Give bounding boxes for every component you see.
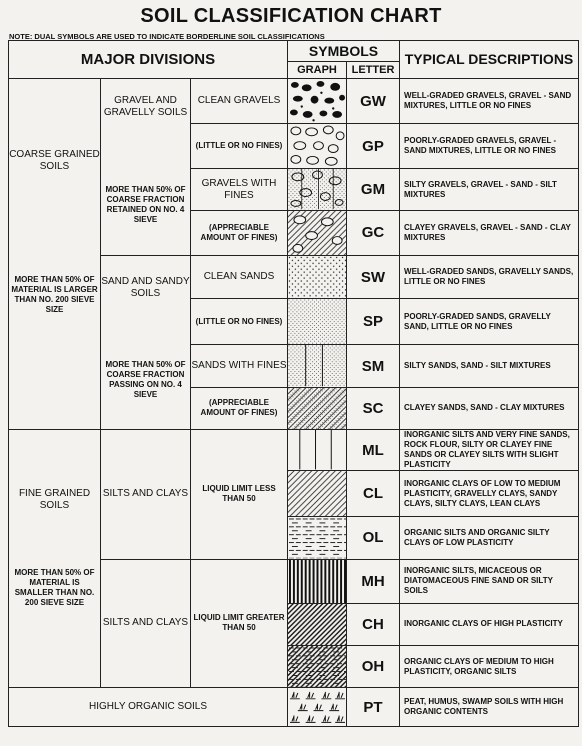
desc-ml: INORGANIC SILTS AND VERY FINE SANDS, ROCK FLOUR, SILTY OR CLAYEY FINE SANDS OR CLAYEY SILTS WITH SLIGHT PLASTICITY <box>400 430 579 471</box>
gravels-with-fines-label: GRAVELS WITH FINES <box>191 169 288 210</box>
sand-label: SAND AND SANDY SOILS <box>101 276 190 299</box>
desc-sc: CLAYEY SANDS, SAND - CLAY MIXTURES <box>400 387 579 429</box>
desc-cl: INORGANIC CLAYS OF LOW TO MEDIUM PLASTICITY, GRAVELLY CLAYS, SANDY CLAYS, SILTY CLAYS, LEAN CLAYS <box>400 471 579 517</box>
chart-title: SOIL CLASSIFICATION CHART <box>140 5 442 27</box>
chart-note: NOTE: DUAL SYMBOLS ARE USED TO INDICATE BORDERLINE SOIL CLASSIFICATIONS <box>9 32 325 41</box>
desc-mh: INORGANIC SILTS, MICACEOUS OR DIATOMACEOUS FINE SAND OR SILTY SOILS <box>400 559 579 603</box>
typical-descriptions-header: TYPICAL DESCRIPTIONS <box>400 41 579 79</box>
desc-oh: ORGANIC CLAYS OF MEDIUM TO HIGH PLASTICITY, ORGANIC SILTS <box>400 646 579 688</box>
letter-gc: GC <box>347 210 400 255</box>
letter-sw: SW <box>347 256 400 299</box>
letter-sp: SP <box>347 299 400 345</box>
sands-with-fines-note: (APPRECIABLE AMOUNT OF FINES) <box>191 387 288 429</box>
pt-pattern <box>288 688 347 726</box>
letter-sc: SC <box>347 387 400 429</box>
silts-clays-high-label: SILTS AND CLAYS <box>101 559 191 688</box>
gravel-cell <box>101 79 191 256</box>
major-divisions-header: MAJOR DIVISIONS <box>9 41 288 79</box>
fine-grained-note: MORE THAN 50% OF MATERIAL IS SMALLER THAN NO. 200 SIEVE SIZE <box>14 568 95 608</box>
ch-pattern <box>288 603 347 645</box>
gc-pattern <box>288 210 347 255</box>
desc-ch: INORGANIC CLAYS OF HIGH PLASTICITY <box>400 603 579 645</box>
coarse-grained-label: COARSE GRAINED SOILS <box>9 149 100 172</box>
clean-gravels-note: (LITTLE OR NO FINES) <box>191 124 288 169</box>
symbols-header: SYMBOLS <box>288 41 400 62</box>
gp-pattern <box>288 124 347 169</box>
highly-organic-label: HIGHLY ORGANIC SOILS <box>9 688 288 726</box>
ml-pattern <box>288 430 347 471</box>
silts-clays-low-label: SILTS AND CLAYS <box>101 430 191 560</box>
fine-grained-label: FINE GRAINED SOILS <box>18 488 91 512</box>
letter-ol: OL <box>347 517 400 559</box>
soil-classification-table <box>8 40 579 727</box>
sand-note: MORE THAN 50% OF COARSE FRACTION PASSING ON NO. 4 SIEVE <box>105 360 186 399</box>
gravel-label: GRAVEL AND GRAVELLY SOILS <box>103 95 188 118</box>
letter-ch: CH <box>347 603 400 645</box>
ol-pattern <box>288 517 347 559</box>
clean-gravels-label: CLEAN GRAVELS <box>191 79 288 124</box>
letter-oh: OH <box>347 646 400 688</box>
graph-header: GRAPH <box>288 62 347 79</box>
letter-gp: GP <box>347 124 400 169</box>
desc-gp: POORLY-GRADED GRAVELS, GRAVEL - SAND MIXTURES, LITTLE OR NO FINES <box>400 124 579 169</box>
gw-pattern <box>288 79 347 124</box>
liquid-limit-low-label: LIQUID LIMIT LESS THAN 50 <box>191 430 288 560</box>
gravels-with-fines-note: (APPRECIABLE AMOUNT OF FINES) <box>191 210 288 255</box>
desc-gw: WELL-GRADED GRAVELS, GRAVEL - SAND MIXTURES, LITTLE OR NO FINES <box>400 79 579 124</box>
letter-gm: GM <box>347 169 400 210</box>
desc-sm: SILTY SANDS, SAND - SILT MIXTURES <box>400 345 579 387</box>
sc-pattern <box>288 387 347 429</box>
desc-gc: CLAYEY GRAVELS, GRAVEL - SAND - CLAY MIXTURES <box>400 210 579 255</box>
cl-pattern <box>288 471 347 517</box>
sands-with-fines-label: SANDS WITH FINES <box>191 345 288 387</box>
fine-grained-cell <box>9 430 101 688</box>
gm-pattern <box>288 169 347 210</box>
letter-sm: SM <box>347 345 400 387</box>
desc-sw: WELL-GRADED SANDS, GRAVELLY SANDS, LITTLE OR NO FINES <box>400 256 579 299</box>
sw-pattern <box>288 256 347 299</box>
letter-pt: PT <box>347 688 400 726</box>
clean-sands-label: CLEAN SANDS <box>191 256 288 299</box>
letter-header: LETTER <box>347 62 400 79</box>
sand-cell <box>101 256 191 430</box>
oh-pattern <box>288 646 347 688</box>
letter-gw: GW <box>347 79 400 124</box>
desc-ol: ORGANIC SILTS AND ORGANIC SILTY CLAYS OF LOW PLASTICITY <box>400 517 579 559</box>
sm-pattern <box>288 345 347 387</box>
desc-gm: SILTY GRAVELS, GRAVEL - SAND - SILT MIXTURES <box>400 169 579 210</box>
mh-pattern <box>288 559 347 603</box>
desc-pt: PEAT, HUMUS, SWAMP SOILS WITH HIGH ORGANIC CONTENTS <box>400 688 579 726</box>
sp-pattern <box>288 299 347 345</box>
letter-cl: CL <box>347 471 400 517</box>
gravel-note: MORE THAN 50% OF COARSE FRACTION RETAINED ON NO. 4 SIEVE <box>105 185 186 224</box>
letter-mh: MH <box>347 559 400 603</box>
liquid-limit-high-label: LIQUID LIMIT GREATER THAN 50 <box>191 559 288 688</box>
desc-sp: POORLY-GRADED SANDS, GRAVELLY SAND, LITTLE OR NO FINES <box>400 299 579 345</box>
clean-sands-note: (LITTLE OR NO FINES) <box>191 299 288 345</box>
coarse-grained-cell <box>9 79 101 430</box>
coarse-grained-note: MORE THAN 50% OF MATERIAL IS LARGER THAN NO. 200 SIEVE SIZE <box>11 275 98 314</box>
letter-ml: ML <box>347 430 400 471</box>
